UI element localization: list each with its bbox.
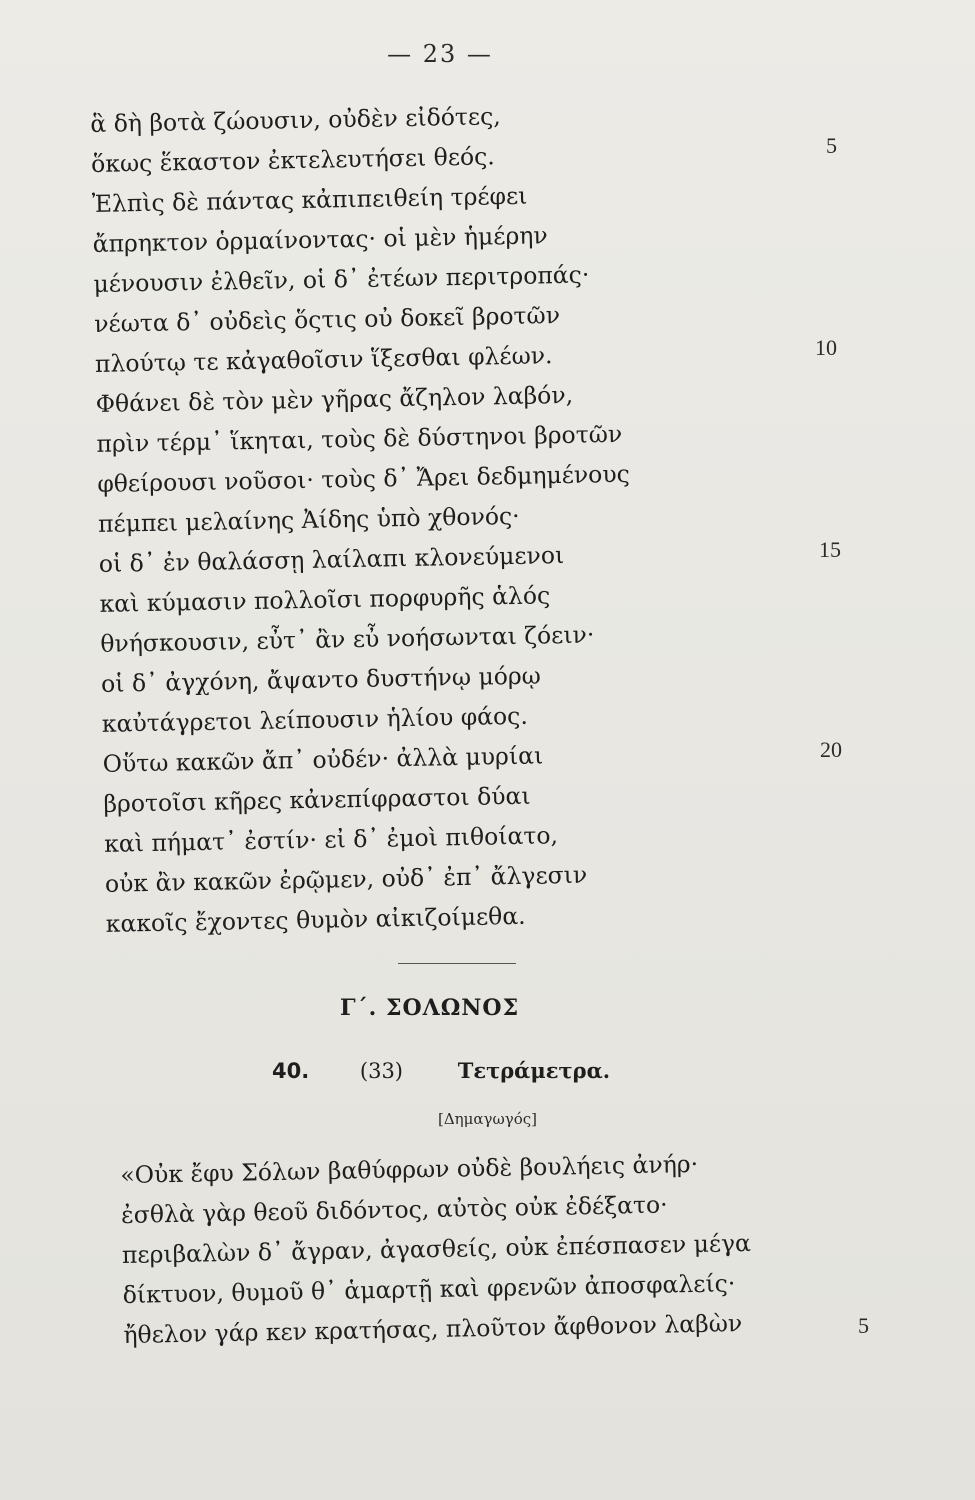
verse-line: πέμπει μελαίνης Ἀίδης ὑπὸ χθονός·: [97, 501, 520, 538]
line-number: 15: [819, 537, 841, 562]
poem-meter: Τετράμετρα.: [457, 1058, 611, 1083]
poem-number: 40.: [272, 1059, 310, 1083]
verse-line: θνήσκουσιν, εὖτ᾽ ἂν εὖ νοήσωνται ζόειν·: [100, 620, 595, 658]
verse-line: πρὶν τέρμ᾽ ἵκηται, τοὺς δὲ δύστηνοι βροτῶν: [96, 419, 623, 458]
verse-line: «Οὐκ ἔφυ Σόλων βαθύφρων οὐδὲ βουλήεις ἀνήρ·: [120, 1149, 699, 1189]
verse-line: Φθάνει δὲ τὸν μὲν γῆρας ἄζηλον λαβόν,: [95, 380, 574, 418]
verse-line: οὐκ ἂν κακῶν ἐρῷμεν, οὐδ᾽ ἐπ᾽ ἄλγεσιν: [104, 860, 588, 898]
poem-header: [272, 1058, 672, 1083]
poem-reference: (33): [359, 1059, 403, 1083]
verse-line: περιβαλὼν δ᾽ ἄγραν, ἀγασθείς, οὐκ ἐπέσπασεν μέγα: [121, 1228, 752, 1269]
poem-subtitle: [Δημαγωγός]: [438, 1110, 537, 1128]
verse-line: μένουσιν ἐλθεῖν, οἱ δ᾽ ἐτέων περιτροπάς·: [93, 260, 590, 298]
verse-line: κακοῖς ἔχοντες θυμὸν αἰκιζοίμεθα.: [105, 901, 526, 938]
verse-line: ἃ δὴ βοτὰ ζώουσιν, οὐδὲν εἰδότες,: [90, 102, 501, 138]
verse-line: ἐσθλὰ γὰρ θεοῦ διδόντος, αὐτὸς οὐκ ἐδέξατο·: [120, 1190, 668, 1229]
verse-line: φθείρουσι νοῦσοι· τοὺς δ᾽ Ἄρει δεδμημένους: [97, 459, 631, 498]
verse-line: δίκτυον, θυμοῦ θ᾽ ἁμαρτῇ καὶ φρενῶν ἀποσφαλείς·: [122, 1269, 736, 1309]
verse-line: ὅκως ἕκαστον ἐκτελευτήσει θεός.: [90, 142, 496, 178]
verse-line: νέωτα δ᾽ οὐδεὶς ὅςτις οὐ δοκεῖ βροτῶν: [93, 301, 561, 338]
verse-line: Οὕτω κακῶν ἄπ᾽ οὐδέν· ἀλλὰ μυρίαι: [102, 741, 544, 778]
page-number: — 23 —: [387, 40, 493, 68]
poem-b-text: [120, 1142, 804, 1355]
verse-line: οἱ δ᾽ ἐν θαλάσσῃ λαίλαπι κλονεύμενοι: [98, 540, 565, 578]
verse-line: Ἐλπὶς δὲ πάντας κἀπιπειθείη τρέφει: [91, 181, 528, 218]
verse-line: ἄπρηκτον ὁρμαίνοντας· οἱ μὲν ἡμέρην: [92, 221, 548, 258]
poem-a-text: [90, 91, 806, 944]
verse-line: ἤθελον γάρ κεν κρατήσας, πλοῦτον ἄφθονον λαβὼν: [123, 1309, 743, 1349]
verse-line: πλούτῳ τε κἀγαθοῖσιν ἵξεσθαι φλέων.: [94, 341, 553, 378]
line-number: 10: [815, 335, 837, 360]
verse-line: οἱ δ᾽ ἀγχόνη, ἄψαντο δυστήνῳ μόρῳ: [100, 661, 542, 698]
verse-line: βροτοῖσι κῆρες κἀνεπίφραστοι δύαι: [103, 781, 531, 818]
section-divider: [398, 963, 516, 964]
verse-line: καὶ κύμασιν πολλοῖσι πορφυρῆς ἁλός: [99, 581, 551, 618]
line-number: 5: [826, 133, 837, 158]
verse-line: καὶ πήματ᾽ ἐστίν· εἰ δ᾽ ἐμοὶ πιθοίατο,: [103, 821, 559, 858]
section-title: Γ΄. ΣΟΛΩΝΟΣ: [340, 995, 520, 1021]
line-number: 5: [858, 1313, 869, 1338]
verse-line: καὐτάγρετοι λείπουσιν ἡλίου φάος.: [101, 701, 529, 738]
line-number: 20: [820, 737, 842, 762]
